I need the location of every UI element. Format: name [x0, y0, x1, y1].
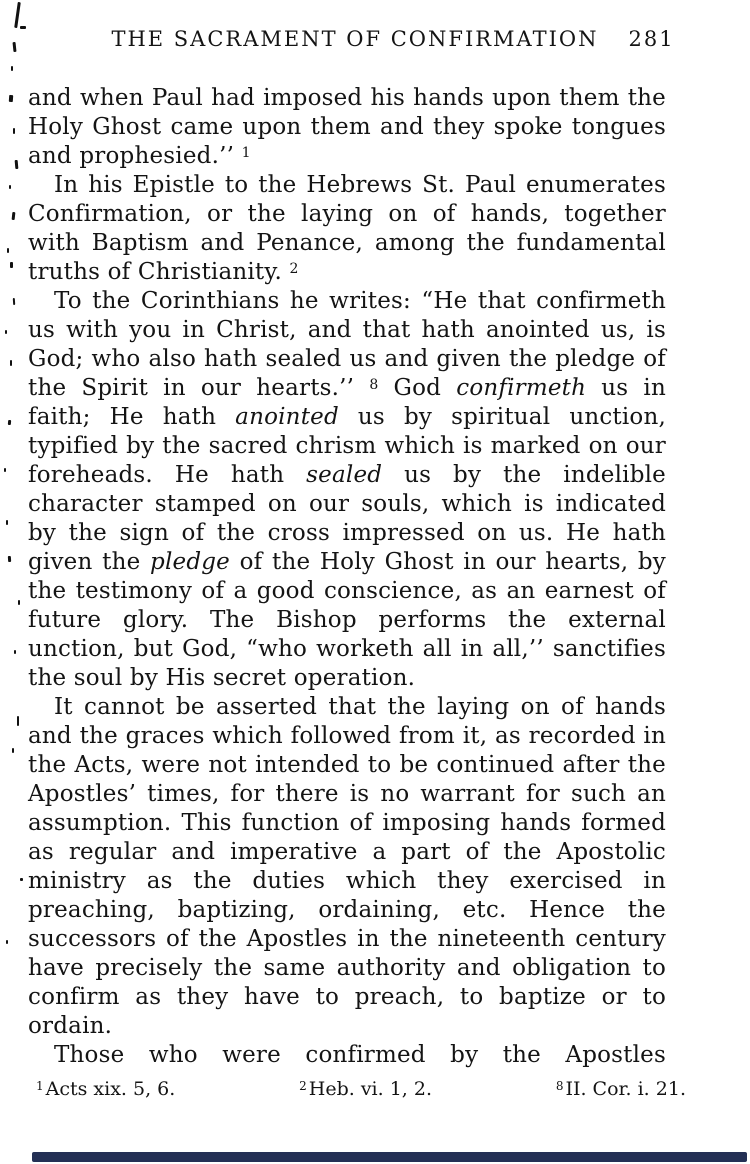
- scan-speck: [12, 42, 16, 52]
- scan-speck: [9, 185, 11, 189]
- footnote: $^8$ II. Cor. i. 21.: [555, 1078, 686, 1100]
- scan-speck: [20, 878, 23, 881]
- scan-speck: [12, 748, 14, 753]
- paragraph: Those who were confirmed by the Apostles: [54, 1042, 666, 1068]
- scan-speck: [5, 330, 7, 334]
- page-number: 281: [628, 27, 675, 51]
- scan-speck: [11, 66, 13, 71]
- footnote-marker: 8: [555, 1079, 564, 1093]
- scan-speck: [6, 520, 8, 525]
- footnote-marker: 2: [299, 1079, 307, 1093]
- footnote-marker: 1: [36, 1079, 44, 1093]
- scan-speck: [13, 298, 15, 305]
- running-title: THE SACRAMENT OF CONFIRMATION: [111, 27, 599, 51]
- scan-speck: [12, 212, 16, 220]
- scan-speck: [14, 650, 16, 654]
- footnote: $^1$ Acts xix. 5, 6.: [36, 1078, 176, 1100]
- paragraph: In his Epistle to the Hebrews St. Paul enumerates Confirmation, or the laying on of hands, together with Baptism and Penance, among the fundamental truths of Christianity. $^2$: [28, 172, 666, 285]
- scan-speck: [15, 160, 19, 169]
- body-paragraphs: [28, 84, 666, 1070]
- footnotes: [36, 1078, 686, 1100]
- scan-speck: [14, 2, 21, 28]
- scan-speck: [18, 600, 20, 605]
- paragraph: It cannot be asserted that the laying on of hands and the graces which followed from it, as recorded in the Acts, were not intended to be continued after the Apostles’ times, for there is no warrant for such an assumption. This function of imposing hands formed as regular and imperative a part of the Apostolic ministry as the duties which they exercised in preaching, baptizing, ordaining, etc. Hence the successors of the Apostles in the nineteenth century have precisely the same authority and obligation to confirm as they have to preach, to baptize or to ordain.: [28, 694, 666, 1039]
- scan-speck: [10, 262, 13, 268]
- scan-speck: [9, 95, 13, 102]
- page-header: [18, 27, 750, 51]
- footnote: $^2$ Heb. vi. 1, 2.: [299, 1078, 433, 1100]
- scan-speck: [20, 26, 26, 29]
- paragraph: To the Corinthians he writes: “He that confirmeth us with you in Christ, and that hath anointed us, is God; who also hath sealed us and given the pledge of the Spirit in our hearts.’’ $^8$ God confirmeth us in faith; He hath anointed us by spiritual unction, typified by the sacred chrism which is marked on our foreheads. He hath sealed us by the indelible character stamped on our souls, which is indicated by the sign of the cross impressed on us. He hath given the pledge of the Holy Ghost in our hearts, by the testimony of a good conscience, as an earnest of future glory. The Bishop performs the external unction, but God, “who worketh all in all,’’ sanctifies the soul by His secret operation.: [28, 288, 666, 691]
- scan-speck: [17, 716, 19, 726]
- paragraph: and when Paul had imposed his hands upon them the Holy Ghost came upon them and they spoke tongues and prophesied.’’ $^1$: [28, 85, 666, 169]
- scan-speck: [6, 940, 8, 944]
- bottom-edge-artifact: [32, 1152, 747, 1162]
- scan-speck: [13, 128, 15, 134]
- scan-speck: [7, 248, 9, 253]
- scan-speck: [8, 556, 11, 562]
- scan-speck: [8, 420, 11, 425]
- scan-speck: [10, 360, 12, 366]
- scan-speck: [4, 468, 6, 472]
